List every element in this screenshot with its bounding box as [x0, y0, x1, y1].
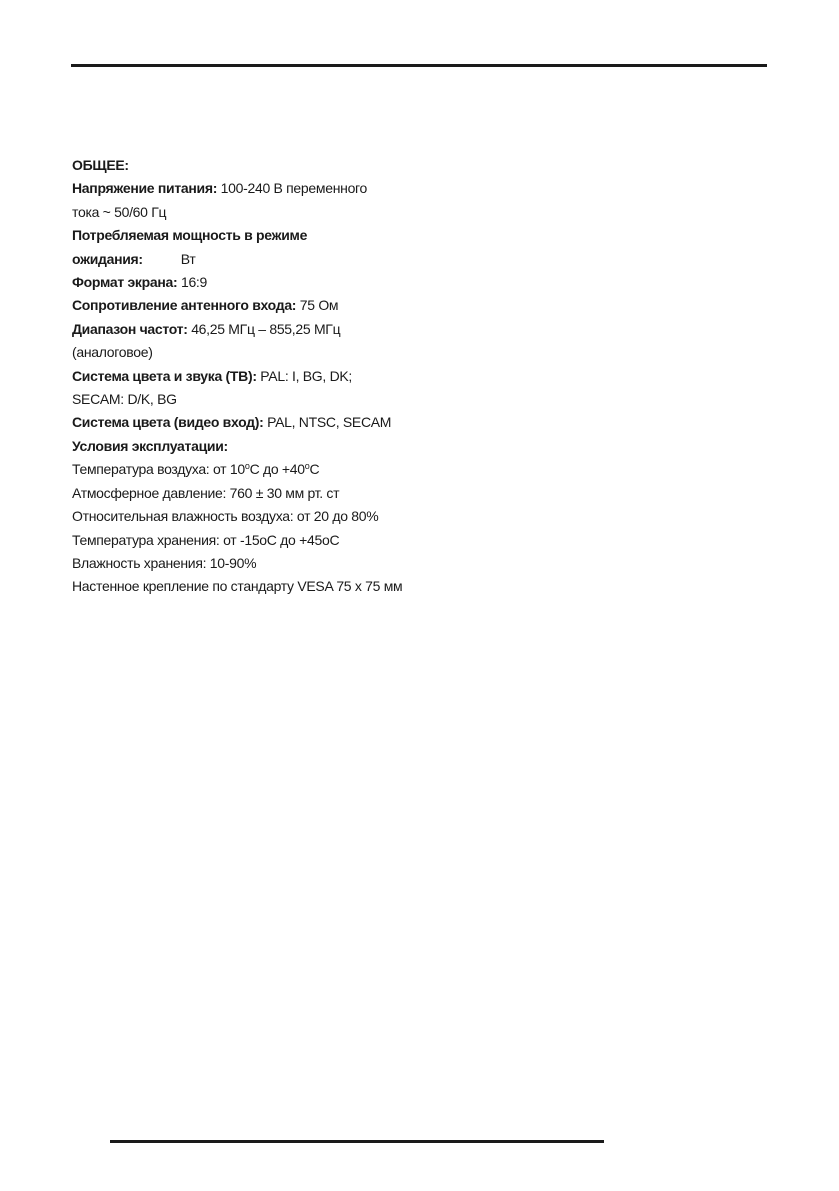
- antenna-impedance-label: Сопротивление антенного входа:: [72, 297, 297, 314]
- air-temperature-row: [72, 458, 432, 481]
- pressure-row: Атмосферное давление: 760 ± 30 мм рт. ст: [72, 484, 340, 501]
- standby-power-unit: Вт: [180, 250, 196, 267]
- air-temperature-middle: С до +40: [249, 461, 305, 478]
- color-sound-tv-value: PAL: I, BG, DK;: [260, 367, 353, 384]
- antenna-impedance-value: 75 Ом: [299, 297, 339, 314]
- color-sound-tv-row: [72, 365, 432, 388]
- color-sound-tv-label: Система цвета и звука (ТВ):: [72, 367, 257, 384]
- general-heading: ОБЩЕЕ:: [72, 157, 129, 173]
- frequency-range-label: Диапазон частот:: [72, 320, 188, 337]
- specifications-block: [72, 154, 432, 599]
- color-video-in-row: [72, 411, 432, 434]
- storage-humidity-row: Влажность хранения: 10-90%: [72, 554, 257, 571]
- degree-mark: о: [244, 461, 250, 472]
- screen-format-row: [72, 271, 432, 294]
- power-supply-value: 100-240 В переменного: [220, 180, 368, 197]
- standby-power-label-cont: ожидания:: [72, 250, 143, 267]
- operating-conditions-heading: Условия эксплуатации:: [72, 437, 228, 454]
- power-supply-label: Напряжение питания:: [72, 180, 218, 197]
- frequency-range-value: 46,25 МГц – 855,25 МГц: [191, 320, 341, 337]
- humidity-row: Относительная влажность воздуха: от 20 до 80%: [72, 508, 379, 525]
- bottom-rule: [110, 1140, 604, 1143]
- standby-power-row: [72, 248, 432, 271]
- degree-mark: о: [304, 461, 310, 472]
- color-sound-tv-value-cont: SECAM: D/K, BG: [72, 391, 177, 408]
- power-supply-row: [72, 177, 432, 200]
- color-video-in-value: PAL, NTSC, SECAM: [267, 414, 392, 431]
- frequency-range-row: [72, 318, 432, 341]
- air-temperature-suffix: С: [309, 461, 320, 478]
- storage-temperature-row: Температура хранения: от -15оС до +45оС: [72, 531, 340, 548]
- screen-format-value: 16:9: [180, 274, 208, 291]
- power-supply-value-cont: тока ~ 50/60 Гц: [72, 203, 167, 220]
- air-temperature-prefix: Температура воздуха: от 10: [72, 461, 245, 478]
- top-rule: [71, 64, 767, 67]
- antenna-impedance-row: [72, 294, 432, 317]
- frequency-range-value-cont: (аналоговое): [72, 344, 153, 361]
- wall-mount-row: Настенное крепление по стандарту VESA 75 х 75 мм: [72, 578, 403, 595]
- standby-power-label: Потребляемая мощность в режиме: [72, 227, 308, 244]
- color-video-in-label: Система цвета (видео вход):: [72, 414, 264, 431]
- screen-format-label: Формат экрана:: [72, 274, 178, 291]
